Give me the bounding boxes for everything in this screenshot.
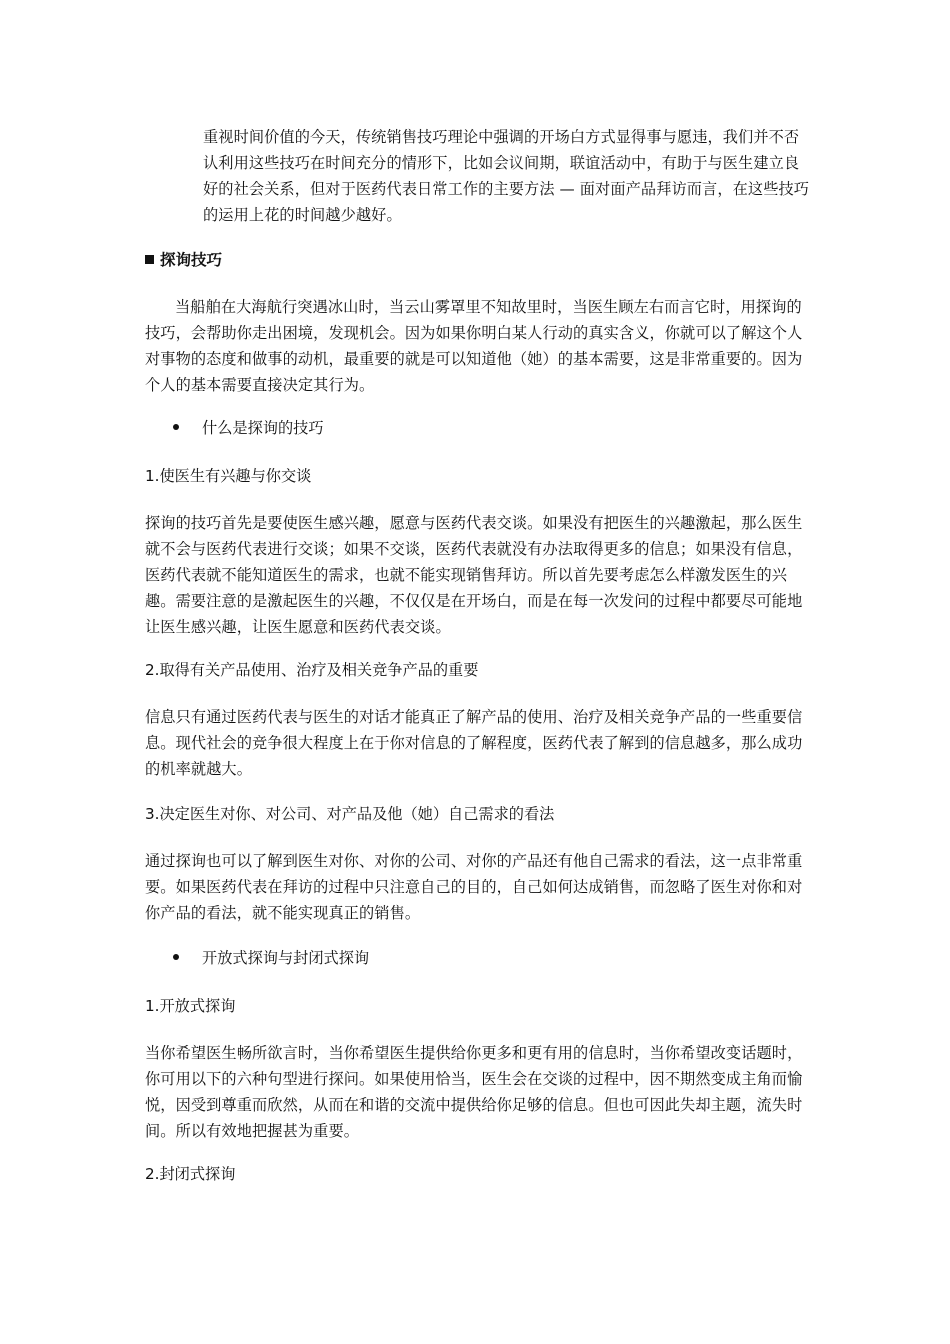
bullet-label: 开放式探询与封闭式探询	[202, 949, 370, 967]
section-paragraph: 当船舶在大海航行突遇冰山时，当云山雾罩里不知故里时，当医生顾左右而言它时，用探询的技巧，会帮助你走出困境，发现机会。因为如果你明白某人行动的真实含义，你就可以了解这个人对事物的态度和做事的动机，最重要的就是可以知道他（她）的基本需要，这是非常重要的。因为个人的基本需要直接决定其行为。	[145, 298, 803, 394]
subheading: 1.开放式探询	[145, 997, 236, 1015]
bullet-dot-icon	[173, 424, 179, 430]
body-paragraph: 通过探询也可以了解到医生对你、对你的公司、对你的产品还有他自己需求的看法，这一点非常重要。如果医药代表在拜访的过程中只注意自己的目的，自己如何达成销售，而忽略了医生对你和对你产品的看法，就不能实现真正的销售。	[145, 852, 803, 922]
subheading: 3.决定医生对你、对公司、对产品及他（她）自己需求的看法	[145, 805, 555, 823]
bullet-dot-icon	[173, 954, 179, 960]
section-heading	[145, 248, 222, 272]
bullet-item-2	[173, 946, 369, 970]
bullet-label: 什么是探询的技巧	[202, 419, 324, 437]
subheading: 2.封闭式探询	[145, 1165, 236, 1183]
square-bullet-icon	[145, 255, 154, 264]
intro-paragraph: 重视时间价值的今天，传统销售技巧理论中强调的开场白方式显得事与愿违，我们并不否认利用这些技巧在时间充分的情形下，比如会议间期，联谊活动中，有助于与医生建立良好的社会关系，但对于医药代表日常工作的主要方法 — 面对面产品拜访而言，在这些技巧的运用上花的时间越少越好。	[203, 128, 810, 224]
body-paragraph: 探询的技巧首先是要使医生感兴趣，愿意与医药代表交谈。如果没有把医生的兴趣激起，那么医生就不会与医药代表进行交谈；如果不交谈，医药代表就没有办法取得更多的信息；如果没有信息，医药代表就不能知道医生的需求，也就不能实现销售拜访。所以首先要考虑怎么样激发医生的兴趣。需要注意的是激起医生的兴趣，不仅仅是在开场白，而是在每一次发问的过程中都要尽可能地让医生感兴趣，让医生愿意和医药代表交谈。	[145, 514, 803, 636]
body-paragraph: 信息只有通过医药代表与医生的对话才能真正了解产品的使用、治疗及相关竞争产品的一些重要信息。现代社会的竞争很大程度上在于你对信息的了解程度，医药代表了解到的信息越多，那么成功的机率就越大。	[145, 708, 803, 778]
subheading: 2.取得有关产品使用、治疗及相关竞争产品的重要	[145, 661, 479, 679]
subheading: 1.使医生有兴趣与你交谈	[145, 467, 312, 485]
bullet-item-1	[173, 416, 324, 440]
section-title: 探询技巧	[160, 251, 223, 269]
body-paragraph: 当你希望医生畅所欲言时，当你希望医生提供给你更多和更有用的信息时，当你希望改变话题时，你可用以下的六种句型进行探问。如果使用恰当，医生会在交谈的过程中，因不期然变成主角而愉悦，因受到尊重而欣然，从而在和谐的交流中提供给你足够的信息。但也可因此失却主题，流失时间。所以有效地把握甚为重要。	[145, 1044, 803, 1140]
